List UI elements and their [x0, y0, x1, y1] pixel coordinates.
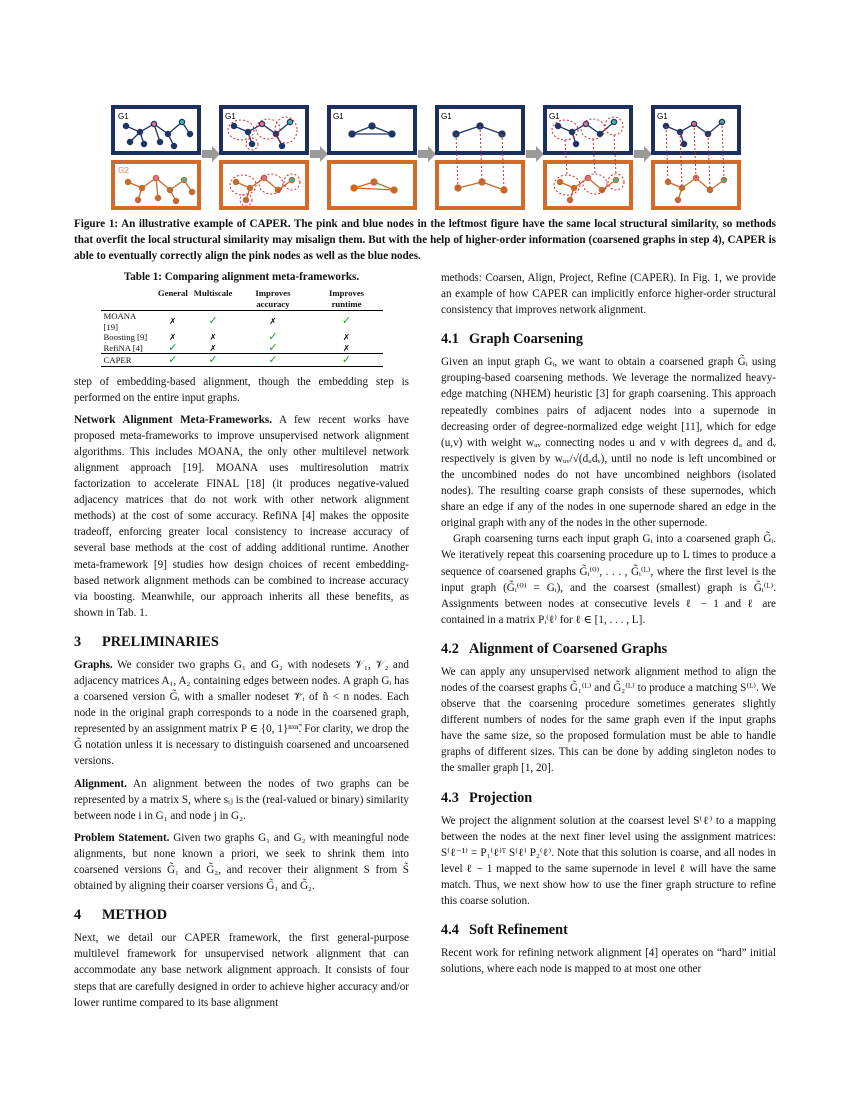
figure-1-caption: Figure 1: An illustrative example of CAPER. The pink and blue nodes in the leftmost figure have the same local structural similarity, so methods that overfit the local structural similarity may misalign them. But with the help of higher-order information (coarsened graphs in step 4), CAPER is able to eventually correctly align the pink nodes as well as the blue nodes.	[74, 218, 776, 262]
panel-4-align-coarsened	[437, 107, 523, 208]
svg-text:G1: G1	[549, 112, 560, 121]
meta-frameworks-paragraph: Network Alignment Meta-Frameworks. A few recent works have proposed meta-frameworks to improve unsupervised network alignment algorithms. This includes MOANA, the only other multilevel network alignment approach [19]. MOANA uses multiresolution matrix factorization to accelerate FINAL [18] (it produces negative-valued adjacency matrices that do not work with other network alignment methods) at the cost of some accuracy. RefiNA [4] makes the opposite tradeoff, enforcing greater local consistency to increase accuracy of several base methods at the cost of adding additional runtime. Another meta-framework [9] studies how design choices of recent embedding-based network alignment methods can be combined to increase accuracy via boosting. Meanwhile, our approach inherits all these benefits, as shown in Tab. 1.	[74, 413, 410, 619]
panel-6-refined	[653, 107, 739, 208]
caper-illustration-figure	[110, 104, 780, 216]
section-4-4-heading: 4.4 Soft Refinement	[441, 922, 568, 939]
alignment-coarsened-paragraph: We can apply any unsupervised network alignment method to align the nodes of the coarsest graphs G̃₁⁽ᴸ⁾ and G̃₂⁽ᴸ⁾ to produce a matching S⁽ᴸ⁾. We observe that the coarsening procedure sometimes generates slightly different numbers of nodes for the same graph even if the input graphs have the same size, so the proposed formulation must be able to handle graphs of different sizes. This can be done by adding singleton nodes to the smaller graph [1, 20].	[441, 665, 776, 775]
panel-5-projection	[545, 107, 631, 208]
panel-1-original-graphs	[113, 107, 199, 208]
graphs-paragraph: Graphs. We consider two graphs G₁ and G₂ with nodesets 𝒱₁, 𝒱₂ and adjacency matrices A₁, A₂ containing edges between nodes. A graph Gᵢ has a coarsened version G̃ᵢ with a smaller nodeset 𝒱̃ᵢ of ñ < n nodes. Each node in the original graph corresponds to a node in the coarsened graph, represented by an assignment matrix P ∈ {0, 1}ⁿˣⁿ̃. For clarity, we drop the G̃ notation unless it is necessary to distinguish coarsened and uncoarsened versions.	[74, 658, 409, 768]
table-row: Boosting [9] ✗ ✗ ✓ ✗	[103, 331, 351, 343]
table-header: General	[157, 288, 188, 298]
panel-2-grouping	[221, 107, 307, 208]
method-continued-paragraph: methods: Coarsen, Align, Project, Refine (CAPER). In Fig. 1, we provide an example of how CAPER can implicitly enforce higher-order structural consistency that improves network alignment.	[441, 272, 776, 317]
table-header: Multiscale	[193, 288, 233, 298]
meta-framework-table	[101, 287, 383, 367]
alignment-paragraph: Alignment. An alignment between the nodes of two graphs can be represented by a matrix S, where sᵢⱼ is the (real-valued or binary) similarity between node i in G₁ and node j in G₂.	[74, 777, 409, 822]
arrow-5	[634, 146, 652, 162]
arrow-3	[418, 146, 436, 162]
section-4-3-heading: 4.3 Projection	[441, 789, 533, 806]
table-row: MOANA [19] ✗ ✓ ✗ ✓	[103, 311, 352, 332]
table-header: Improves runtime	[328, 288, 365, 309]
svg-text:G1: G1	[657, 112, 668, 121]
section-4-1-heading: 4.1 Graph Coarsening	[441, 331, 583, 348]
table-header: Improves accuracy	[255, 288, 291, 309]
right-column	[441, 270, 776, 977]
coarsening-paragraph-2: Graph coarsening turns each input graph Gᵢ into a coarsened graph G̃ᵢ. We iteratively repeat this coarsening procedure up to L times to produce a sequence of coarsened graphs G̃ᵢ⁽⁰⁾, . . . , G̃ᵢ⁽ᴸ⁾, where the first level is the input graph (G̃ᵢ⁽⁰⁾ = Gᵢ), and the coarsest (smallest) graph is G̃ᵢ⁽ᴸ⁾. Assignments between nodes at consecutive levels ℓ − 1 and ℓ are contained in a matrix Pᵢ⁽ℓ⁾ for ℓ ∈ [1, . . . , L].	[441, 533, 776, 626]
svg-text:G2: G2	[118, 166, 129, 175]
svg-text:G1: G1	[333, 112, 344, 121]
svg-text:G1: G1	[118, 112, 129, 121]
section-4-heading: 4 METHOD	[74, 907, 168, 924]
method-paragraph: Next, we detail our CAPER framework, the first general-purpose multilevel framework for unsupervised network alignment that can accommodate any base network alignment approach. It consists of four steps that are carefully designed in order to achieve higher accuracy and/or lower runtime compared to its base alignment	[74, 932, 409, 1009]
arrow-1	[202, 146, 220, 162]
arrow-2	[310, 146, 328, 162]
section-3-heading: 3 PRELIMINARIES	[74, 633, 219, 650]
table-header	[101, 287, 155, 311]
projection-paragraph: We project the alignment solution at the coarsest level S⁽ℓ⁾ to a mapping between the nodes at the next finer level using the assignment matrices: S⁽ℓ⁻¹⁾ = P₁⁽ℓ⁾ᵀ S⁽ℓ⁾ P₂⁽ℓ⁾. Note that this solution is coarse, and all nodes in level ℓ − 1 mapped to the same supernode in level ℓ will have the same match. Thus, we next show how to use the finer graph structure to refine this coarse solution.	[441, 814, 776, 907]
runin-heading: Network Alignment Meta-Frameworks.	[74, 413, 273, 426]
intro-paragraph: step of embedding-based alignment, though the embedding step is performed on the entire input graphs.	[74, 375, 409, 404]
svg-text:G1: G1	[225, 112, 236, 121]
coarsening-paragraph-1: Given an input graph Gᵢ, we want to obtain a coarsened graph G̃ᵢ using grouping-based coarsening methods. We leverage the normalized heavy-edge matching (NHEM) heuristic [3] for graph coarsening. This approach repeatedly combines pairs of adjacent nodes into a supernode in decreasing order of degree-normalized edge weight [11], which for edge (u,v) with weight wᵤᵥ connecting nodes u and v with degrees dᵤ and dᵥ respectively is given by wᵤᵥ/√(dᵤdᵥ), until no node is left uncombined or the uncombined nodes do not have uncombined neighbors (isolated nodes). The resulting coarse graph consists of these supernodes, which share an edge if any of the nodes in one supernode shared an edge in the original graph with any of the nodes in the other supernode.	[441, 356, 776, 530]
section-4-2-heading: 4.2 Alignment of Coarsened Graphs	[441, 640, 668, 657]
svg-text:G1: G1	[441, 112, 452, 121]
arrow-4	[526, 146, 544, 162]
left-column	[74, 270, 409, 1011]
problem-statement-paragraph: Problem Statement. Given two graphs G₁ and G₂ with meaningful node alignments, but none known a priori, we seek to shrink them into coarsened versions G̃₁ and G̃₂, and recover their alignment S from S̃ obtained by aligning their coarser versions G̃₁ and G̃₂.	[74, 831, 410, 893]
table-row: RefiNA [4] ✓ ✗ ✓ ✗	[103, 341, 351, 354]
soft-refinement-paragraph: Recent work for refining network alignment [4] operates on “hard” initial solutions, where each node is mapped to at most one other	[441, 947, 776, 976]
table-row-caper: CAPER ✓ ✓ ✓ ✓	[101, 354, 383, 367]
panel-3-coarsened	[329, 107, 415, 208]
table-1-caption: Table 1: Comparing alignment meta-frameworks.	[123, 271, 360, 283]
